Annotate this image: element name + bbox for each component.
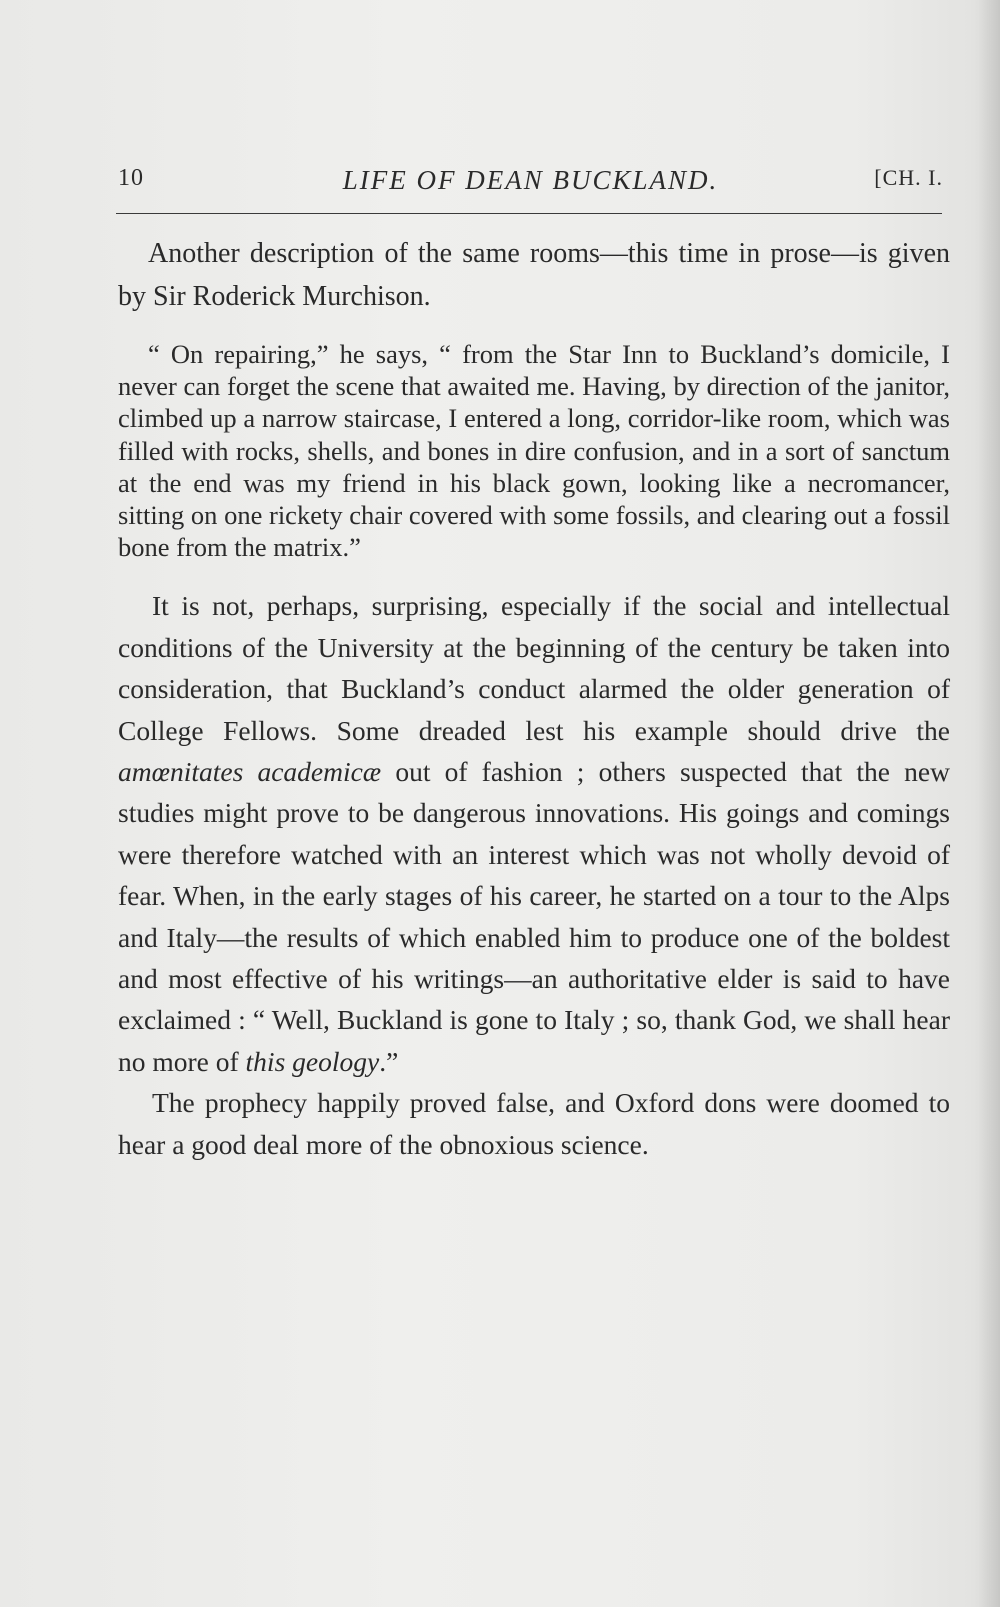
running-head bbox=[118, 165, 943, 205]
paragraph-main-text-1: It is not, perhaps, surprising, especially if the social and intellectual conditions of the University at the beginning of the century be taken into consideration, that Buckland’s conduct alarmed the older generation of College Fellows. Some dreaded lest his example should drive the bbox=[118, 590, 950, 746]
paragraph-murchison-quote: “ On repairing,” he says, “ from the Star Inn to Buckland’s domicile, I never can forget the scene that awaited me. Having, by direction of the janitor, climbed up a narrow staircase, I entered a long, corridor-like room, which was filled with rocks, shells, and bones in dire confusion, and in a sort of sanctum at the end was my friend in his black gown, looking like a necromancer, sitting on one rickety chair covered with some fossils, and clearing out a fossil bone from the matrix.” bbox=[118, 339, 950, 563]
header-rule bbox=[116, 213, 942, 214]
chapter-reference: [CH. I. bbox=[874, 165, 943, 190]
paragraph-main bbox=[118, 585, 950, 1082]
body-text bbox=[118, 232, 950, 1165]
paragraph-main-text-2: out of fashion ; others suspected that the new studies might prove to be dangerous innovations. His goings and comings were therefore watched with an interest which was not wholly devoid of fear. When, in the early stages of his career, he started on a tour to the Alps and Italy—the results of which enabled him to produce one of the boldest and most effective of his writings—an authoritative elder is said to have exclaimed : “ Well, Buckland is gone to Italy ; so, thank God, we shall hear no more of bbox=[118, 756, 950, 1077]
page-number: 10 bbox=[118, 165, 144, 191]
paragraph-main-text-3: .” bbox=[379, 1045, 399, 1077]
page-edge-shadow bbox=[978, 0, 1000, 1607]
paragraph-intro: Another description of the same rooms—this time in prose—is given by Sir Roderick Murchison. bbox=[118, 238, 950, 312]
italic-latin-phrase: amœnitates academicæ bbox=[118, 756, 382, 788]
running-title: LIFE OF DEAN BUCKLAND. bbox=[342, 165, 719, 195]
italic-this-geology: this geology bbox=[245, 1045, 380, 1077]
paragraph-closing: The prophecy happily proved false, and Oxford dons were doomed to hear a good deal more of the obnoxious science. bbox=[118, 1087, 950, 1160]
